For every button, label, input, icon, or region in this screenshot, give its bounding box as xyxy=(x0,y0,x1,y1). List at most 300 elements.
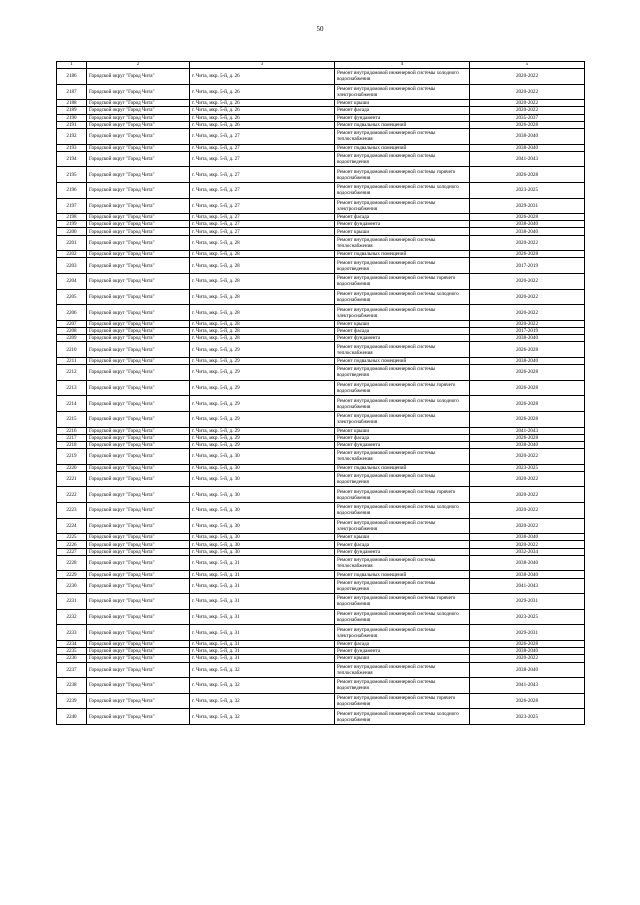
work-type-cell: Ремонт фасада xyxy=(335,541,470,548)
table-row xyxy=(57,548,585,555)
address-cell: г. Чита, мкр. 5-й, д. 28 xyxy=(190,335,335,342)
page-number: 50 xyxy=(316,25,324,33)
address-cell: г. Чита, мкр. 5-й, д. 29 xyxy=(190,427,335,434)
row-number-cell: 2221 xyxy=(57,471,87,487)
table-row xyxy=(57,214,585,221)
municipality-cell: Городской округ "Город Чита" xyxy=(87,235,190,251)
row-number-cell: 2217 xyxy=(57,434,87,441)
period-cell: 2023-2025 xyxy=(470,609,585,625)
row-number-cell: 2213 xyxy=(57,380,87,396)
period-cell: 2038-2040 xyxy=(470,335,585,342)
work-type-cell: Ремонт внутридомовой инженерной системы горячего водоснабжения xyxy=(335,380,470,396)
municipality-cell: Городской округ "Город Чита" xyxy=(87,640,190,647)
municipality-cell: Городской округ "Город Чита" xyxy=(87,144,190,151)
table-row xyxy=(57,555,585,571)
address-cell: г. Чита, мкр. 5-й, д. 31 xyxy=(190,555,335,571)
table-row xyxy=(57,121,585,128)
work-type-cell: Ремонт внутридомовой инженерной системы водоотведения xyxy=(335,678,470,694)
row-number-cell: 2223 xyxy=(57,503,87,519)
table-row xyxy=(57,648,585,655)
table-row xyxy=(57,151,585,167)
period-cell: 2038-2040 xyxy=(470,128,585,144)
row-number-cell: 2220 xyxy=(57,464,87,471)
period-cell: 2020-2022 xyxy=(470,305,585,321)
address-cell: г. Чита, мкр. 5-й, д. 26 xyxy=(190,100,335,107)
period-cell: 2026-2028 xyxy=(470,411,585,427)
work-type-cell: Ремонт внутридомовой инженерной системы водоотведения xyxy=(335,151,470,167)
work-type-cell: Ремонт фасада xyxy=(335,434,470,441)
period-cell: 2020-2022 xyxy=(470,320,585,327)
work-type-cell: Ремонт внутридомовой инженерной системы электроснабжения xyxy=(335,518,470,534)
table-row xyxy=(57,503,585,519)
table-row xyxy=(57,487,585,503)
address-cell: г. Чита, мкр. 5-й, д. 31 xyxy=(190,571,335,578)
period-cell: 2026-2028 xyxy=(470,342,585,358)
municipality-cell: Городской округ "Город Чита" xyxy=(87,464,190,471)
row-number-cell: 2198 xyxy=(57,214,87,221)
municipality-cell: Городской округ "Город Чита" xyxy=(87,471,190,487)
table-row xyxy=(57,305,585,321)
work-type-cell: Ремонт крыши xyxy=(335,320,470,327)
row-number-cell: 2237 xyxy=(57,662,87,678)
period-cell: 2020-2022 xyxy=(470,69,585,85)
municipality-cell: Городской округ "Город Чита" xyxy=(87,151,190,167)
period-cell: 2017-2019 xyxy=(470,258,585,274)
row-number-cell: 2231 xyxy=(57,594,87,610)
work-type-cell: Ремонт подвальных помещений xyxy=(335,251,470,258)
municipality-cell: Городской округ "Город Чита" xyxy=(87,365,190,381)
table-row xyxy=(57,709,585,725)
municipality-cell: Городской округ "Город Чита" xyxy=(87,228,190,235)
period-cell: 2020-2022 xyxy=(470,235,585,251)
address-cell: г. Чита, мкр. 5-й, д. 32 xyxy=(190,693,335,709)
table-row xyxy=(57,182,585,198)
period-cell: 2035-2037 xyxy=(470,114,585,121)
table-row xyxy=(57,335,585,342)
municipality-cell: Городской округ "Город Чита" xyxy=(87,320,190,327)
period-cell: 2020-2022 xyxy=(470,274,585,290)
address-cell: г. Чита, мкр. 5-й, д. 30 xyxy=(190,487,335,503)
table-row xyxy=(57,328,585,335)
table-row xyxy=(57,441,585,448)
period-cell: 2038-2040 xyxy=(470,228,585,235)
municipality-cell: Городской округ "Город Чита" xyxy=(87,487,190,503)
header-cell: 1 xyxy=(57,62,87,69)
address-cell: г. Чита, мкр. 5-й, д. 28 xyxy=(190,274,335,290)
period-cell: 2023-2025 xyxy=(470,182,585,198)
municipality-cell: Городской округ "Город Чита" xyxy=(87,503,190,519)
work-type-cell: Ремонт внутридомовой инженерной системы водоотведения xyxy=(335,471,470,487)
work-type-cell: Ремонт фасада xyxy=(335,107,470,114)
row-number-cell: 2205 xyxy=(57,289,87,305)
period-cell: 2026-2028 xyxy=(470,365,585,381)
row-number-cell: 2239 xyxy=(57,693,87,709)
period-cell: 2026-2028 xyxy=(470,396,585,412)
row-number-cell: 2206 xyxy=(57,305,87,321)
address-cell: г. Чита, мкр. 5-й, д. 26 xyxy=(190,121,335,128)
address-cell: г. Чита, мкр. 5-й, д. 30 xyxy=(190,534,335,541)
table-row xyxy=(57,693,585,709)
period-cell: 2020-2022 xyxy=(470,503,585,519)
work-type-cell: Ремонт внутридомовой инженерной системы холодного водоснабжения xyxy=(335,289,470,305)
municipality-cell: Городской округ "Город Чита" xyxy=(87,214,190,221)
address-cell: г. Чита, мкр. 5-й, д. 28 xyxy=(190,258,335,274)
municipality-cell: Городской округ "Город Чита" xyxy=(87,128,190,144)
municipality-cell: Городской округ "Город Чита" xyxy=(87,335,190,342)
period-cell: 2029-2031 xyxy=(470,198,585,214)
address-cell: г. Чита, мкр. 5-й, д. 30 xyxy=(190,449,335,465)
work-type-cell: Ремонт внутридомовой инженерной системы холодного водоснабжения xyxy=(335,503,470,519)
work-type-cell: Ремонт внутридомовой инженерной системы водоотведения xyxy=(335,365,470,381)
row-number-cell: 2235 xyxy=(57,648,87,655)
row-number-cell: 2189 xyxy=(57,107,87,114)
address-cell: г. Чита, мкр. 5-й, д. 31 xyxy=(190,648,335,655)
address-cell: г. Чита, мкр. 5-й, д. 29 xyxy=(190,365,335,381)
address-cell: г. Чита, мкр. 5-й, д. 32 xyxy=(190,662,335,678)
municipality-cell: Городской округ "Город Чита" xyxy=(87,548,190,555)
row-number-cell: 2190 xyxy=(57,114,87,121)
address-cell: г. Чита, мкр. 5-й, д. 30 xyxy=(190,464,335,471)
municipality-cell: Городской округ "Город Чита" xyxy=(87,693,190,709)
municipality-cell: Городской округ "Город Чита" xyxy=(87,251,190,258)
municipality-cell: Городской округ "Город Чита" xyxy=(87,167,190,183)
period-cell: 2026-2028 xyxy=(470,380,585,396)
row-number-cell: 2212 xyxy=(57,365,87,381)
address-cell: г. Чита, мкр. 5-й, д. 31 xyxy=(190,655,335,662)
header-cell: 5 xyxy=(470,62,585,69)
work-type-cell: Ремонт крыши xyxy=(335,427,470,434)
address-cell: г. Чита, мкр. 5-й, д. 28 xyxy=(190,328,335,335)
address-cell: г. Чита, мкр. 5-й, д. 28 xyxy=(190,289,335,305)
period-cell: 2038-2040 xyxy=(470,571,585,578)
address-cell: г. Чита, мкр. 5-й, д. 31 xyxy=(190,578,335,594)
row-number-cell: 2240 xyxy=(57,709,87,725)
table-row xyxy=(57,464,585,471)
table-body xyxy=(57,69,585,725)
work-type-cell: Ремонт внутридомовой инженерной системы горячего водоснабжения xyxy=(335,167,470,183)
table-row xyxy=(57,411,585,427)
table-row xyxy=(57,357,585,364)
period-cell: 2032-2034 xyxy=(470,548,585,555)
table-row xyxy=(57,541,585,548)
address-cell: г. Чита, мкр. 5-й, д. 31 xyxy=(190,640,335,647)
municipality-cell: Городской округ "Город Чита" xyxy=(87,655,190,662)
row-number-cell: 2230 xyxy=(57,578,87,594)
municipality-cell: Городской округ "Город Чита" xyxy=(87,357,190,364)
municipality-cell: Городской округ "Город Чита" xyxy=(87,182,190,198)
municipality-cell: Городской округ "Город Чита" xyxy=(87,594,190,610)
work-type-cell: Ремонт внутридомовой инженерной системы холодного водоснабжения xyxy=(335,609,470,625)
work-type-cell: Ремонт крыши xyxy=(335,100,470,107)
period-cell: 2038-2040 xyxy=(470,357,585,364)
municipality-cell: Городской округ "Город Чита" xyxy=(87,411,190,427)
work-type-cell: Ремонт фундамента xyxy=(335,335,470,342)
row-number-cell: 2216 xyxy=(57,427,87,434)
table-row xyxy=(57,518,585,534)
period-cell: 2038-2040 xyxy=(470,662,585,678)
table-row xyxy=(57,235,585,251)
municipality-cell: Городской округ "Город Чита" xyxy=(87,328,190,335)
period-cell: 2020-2022 xyxy=(470,100,585,107)
table-row xyxy=(57,320,585,327)
address-cell: г. Чита, мкр. 5-й, д. 29 xyxy=(190,380,335,396)
period-cell: 2038-2040 xyxy=(470,648,585,655)
municipality-cell: Городской округ "Город Чита" xyxy=(87,518,190,534)
period-cell: 2041-2043 xyxy=(470,678,585,694)
row-number-cell: 2227 xyxy=(57,548,87,555)
row-number-cell: 2215 xyxy=(57,411,87,427)
municipality-cell: Городской округ "Город Чита" xyxy=(87,342,190,358)
row-number-cell: 2238 xyxy=(57,678,87,694)
table-row xyxy=(57,396,585,412)
work-type-cell: Ремонт внутридомовой инженерной системы электроснабжения xyxy=(335,198,470,214)
work-type-cell: Ремонт фундамента xyxy=(335,114,470,121)
period-cell: 2038-2040 xyxy=(470,534,585,541)
row-number-cell: 2192 xyxy=(57,128,87,144)
address-cell: г. Чита, мкр. 5-й, д. 27 xyxy=(190,151,335,167)
work-type-cell: Ремонт крыши xyxy=(335,228,470,235)
table-row xyxy=(57,251,585,258)
row-number-cell: 2188 xyxy=(57,100,87,107)
table-row xyxy=(57,128,585,144)
work-type-cell: Ремонт подвальных помещений xyxy=(335,357,470,364)
municipality-cell: Городской округ "Город Чита" xyxy=(87,380,190,396)
period-cell: 2026-2028 xyxy=(470,640,585,647)
municipality-cell: Городской округ "Город Чита" xyxy=(87,541,190,548)
address-cell: г. Чита, мкр. 5-й, д. 27 xyxy=(190,144,335,151)
row-number-cell: 2232 xyxy=(57,609,87,625)
work-type-cell: Ремонт внутридомовой инженерной системы теплоснабжения xyxy=(335,235,470,251)
work-type-cell: Ремонт фундамента xyxy=(335,221,470,228)
address-cell: г. Чита, мкр. 5-й, д. 28 xyxy=(190,235,335,251)
table-row xyxy=(57,167,585,183)
period-cell: 2026-2028 xyxy=(470,167,585,183)
table-row xyxy=(57,534,585,541)
address-cell: г. Чита, мкр. 5-й, д. 32 xyxy=(190,709,335,725)
row-number-cell: 2187 xyxy=(57,84,87,100)
header-cell: 2 xyxy=(87,62,190,69)
row-number-cell: 2208 xyxy=(57,328,87,335)
row-number-cell: 2207 xyxy=(57,320,87,327)
municipality-cell: Городской округ "Город Чита" xyxy=(87,625,190,641)
table-row xyxy=(57,578,585,594)
table-row xyxy=(57,434,585,441)
table-row xyxy=(57,258,585,274)
row-number-cell: 2211 xyxy=(57,357,87,364)
work-type-cell: Ремонт внутридомовой инженерной системы водоотведения xyxy=(335,258,470,274)
municipality-cell: Городской округ "Город Чита" xyxy=(87,571,190,578)
row-number-cell: 2209 xyxy=(57,335,87,342)
table-row xyxy=(57,114,585,121)
municipality-cell: Городской округ "Город Чита" xyxy=(87,198,190,214)
table-row xyxy=(57,228,585,235)
table-row xyxy=(57,594,585,610)
municipality-cell: Городской округ "Город Чита" xyxy=(87,648,190,655)
table-row xyxy=(57,342,585,358)
work-type-cell: Ремонт подвальных помещений xyxy=(335,464,470,471)
period-cell: 2038-2040 xyxy=(470,441,585,448)
work-type-cell: Ремонт внутридомовой инженерной системы теплоснабжения xyxy=(335,662,470,678)
address-cell: г. Чита, мкр. 5-й, д. 29 xyxy=(190,441,335,448)
work-type-cell: Ремонт внутридомовой инженерной системы холодного водоснабжения xyxy=(335,709,470,725)
work-type-cell: Ремонт крыши xyxy=(335,655,470,662)
municipality-cell: Городской округ "Город Чита" xyxy=(87,114,190,121)
period-cell: 2038-2040 xyxy=(470,555,585,571)
municipality-cell: Городской округ "Город Чита" xyxy=(87,107,190,114)
address-cell: г. Чита, мкр. 5-й, д. 30 xyxy=(190,503,335,519)
period-cell: 2020-2022 xyxy=(470,84,585,100)
row-number-cell: 2200 xyxy=(57,228,87,235)
municipality-cell: Городской округ "Город Чита" xyxy=(87,258,190,274)
repair-schedule-table xyxy=(56,61,585,725)
municipality-cell: Городской округ "Город Чита" xyxy=(87,709,190,725)
address-cell: г. Чита, мкр. 5-й, д. 30 xyxy=(190,518,335,534)
header-cell: 4 xyxy=(335,62,470,69)
table-row xyxy=(57,571,585,578)
row-number-cell: 2218 xyxy=(57,441,87,448)
municipality-cell: Городской округ "Город Чита" xyxy=(87,100,190,107)
period-cell: 2026-2028 xyxy=(470,214,585,221)
row-number-cell: 2214 xyxy=(57,396,87,412)
work-type-cell: Ремонт внутридомовой инженерной системы теплоснабжения xyxy=(335,128,470,144)
table-row xyxy=(57,69,585,85)
municipality-cell: Городской округ "Город Чита" xyxy=(87,221,190,228)
table-row xyxy=(57,662,585,678)
work-type-cell: Ремонт внутридомовой инженерной системы электроснабжения xyxy=(335,411,470,427)
row-number-cell: 2228 xyxy=(57,555,87,571)
period-cell: 2026-2028 xyxy=(470,251,585,258)
work-type-cell: Ремонт подвальных помещений xyxy=(335,144,470,151)
address-cell: г. Чита, мкр. 5-й, д. 30 xyxy=(190,541,335,548)
work-type-cell: Ремонт фундамента xyxy=(335,648,470,655)
municipality-cell: Городской округ "Город Чита" xyxy=(87,274,190,290)
address-cell: г. Чита, мкр. 5-й, д. 30 xyxy=(190,471,335,487)
municipality-cell: Городской округ "Город Чита" xyxy=(87,69,190,85)
table-row xyxy=(57,365,585,381)
period-cell: 2026-2028 xyxy=(470,693,585,709)
period-cell: 2020-2022 xyxy=(470,518,585,534)
municipality-cell: Городской округ "Город Чита" xyxy=(87,289,190,305)
work-type-cell: Ремонт внутридомовой инженерной системы горячего водоснабжения xyxy=(335,693,470,709)
row-number-cell: 2229 xyxy=(57,571,87,578)
period-cell: 2041-2043 xyxy=(470,151,585,167)
period-cell: 2020-2022 xyxy=(470,655,585,662)
work-type-cell: Ремонт внутридомовой инженерной системы водоотведения xyxy=(335,578,470,594)
address-cell: г. Чита, мкр. 5-й, д. 28 xyxy=(190,251,335,258)
table-row xyxy=(57,380,585,396)
work-type-cell: Ремонт внутридомовой инженерной системы горячего водоснабжения xyxy=(335,487,470,503)
address-cell: г. Чита, мкр. 5-й, д. 27 xyxy=(190,167,335,183)
municipality-cell: Городской округ "Город Чита" xyxy=(87,578,190,594)
row-number-cell: 2203 xyxy=(57,258,87,274)
table-row xyxy=(57,678,585,694)
header-row xyxy=(57,62,585,69)
municipality-cell: Городской округ "Город Чита" xyxy=(87,534,190,541)
row-number-cell: 2225 xyxy=(57,534,87,541)
work-type-cell: Ремонт фундамента xyxy=(335,548,470,555)
period-cell: 2020-2022 xyxy=(470,487,585,503)
work-type-cell: Ремонт внутридомовой инженерной системы теплоснабжения xyxy=(335,449,470,465)
work-type-cell: Ремонт внутридомовой инженерной системы холодного водоснабжения xyxy=(335,69,470,85)
municipality-cell: Городской округ "Город Чита" xyxy=(87,449,190,465)
work-type-cell: Ремонт внутридомовой инженерной системы электроснабжения xyxy=(335,625,470,641)
table-row xyxy=(57,609,585,625)
work-type-cell: Ремонт фундамента xyxy=(335,441,470,448)
work-type-cell: Ремонт внутридомовой инженерной системы холодного водоснабжения xyxy=(335,396,470,412)
row-number-cell: 2196 xyxy=(57,182,87,198)
work-type-cell: Ремонт подвальных помещений xyxy=(335,121,470,128)
work-type-cell: Ремонт крыши xyxy=(335,534,470,541)
table-row xyxy=(57,625,585,641)
period-cell: 2026-2028 xyxy=(470,121,585,128)
header-cell: 3 xyxy=(190,62,335,69)
work-type-cell: Ремонт внутридомовой инженерной системы холодного водоснабжения xyxy=(335,182,470,198)
row-number-cell: 2186 xyxy=(57,69,87,85)
period-cell: 2041-2043 xyxy=(470,578,585,594)
address-cell: г. Чита, мкр. 5-й, д. 29 xyxy=(190,342,335,358)
table-row xyxy=(57,289,585,305)
work-type-cell: Ремонт фасада xyxy=(335,328,470,335)
period-cell: 2020-2022 xyxy=(470,289,585,305)
address-cell: г. Чита, мкр. 5-й, д. 28 xyxy=(190,320,335,327)
table-row xyxy=(57,221,585,228)
table-row xyxy=(57,144,585,151)
address-cell: г. Чита, мкр. 5-й, д. 26 xyxy=(190,107,335,114)
row-number-cell: 2224 xyxy=(57,518,87,534)
period-cell: 2029-2031 xyxy=(470,594,585,610)
period-cell: 2023-2025 xyxy=(470,709,585,725)
municipality-cell: Городской округ "Город Чита" xyxy=(87,121,190,128)
period-cell: 2038-2040 xyxy=(470,144,585,151)
row-number-cell: 2210 xyxy=(57,342,87,358)
row-number-cell: 2202 xyxy=(57,251,87,258)
address-cell: г. Чита, мкр. 5-й, д. 30 xyxy=(190,548,335,555)
municipality-cell: Городской округ "Город Чита" xyxy=(87,305,190,321)
municipality-cell: Городской округ "Город Чита" xyxy=(87,427,190,434)
table-row xyxy=(57,198,585,214)
municipality-cell: Городской округ "Город Чита" xyxy=(87,396,190,412)
address-cell: г. Чита, мкр. 5-й, д. 32 xyxy=(190,678,335,694)
address-cell: г. Чита, мкр. 5-й, д. 31 xyxy=(190,609,335,625)
table-row xyxy=(57,100,585,107)
work-type-cell: Ремонт фасада xyxy=(335,640,470,647)
period-cell: 2041-2043 xyxy=(470,427,585,434)
row-number-cell: 2233 xyxy=(57,625,87,641)
row-number-cell: 2204 xyxy=(57,274,87,290)
row-number-cell: 2193 xyxy=(57,144,87,151)
address-cell: г. Чита, мкр. 5-й, д. 29 xyxy=(190,357,335,364)
work-type-cell: Ремонт внутридомовой инженерной системы теплоснабжения xyxy=(335,555,470,571)
period-cell: 2020-2022 xyxy=(470,471,585,487)
table-row xyxy=(57,449,585,465)
row-number-cell: 2222 xyxy=(57,487,87,503)
table-row xyxy=(57,427,585,434)
address-cell: г. Чита, мкр. 5-й, д. 29 xyxy=(190,396,335,412)
row-number-cell: 2234 xyxy=(57,640,87,647)
municipality-cell: Городской округ "Город Чита" xyxy=(87,441,190,448)
address-cell: г. Чита, мкр. 5-й, д. 27 xyxy=(190,198,335,214)
work-type-cell: Ремонт фасада xyxy=(335,214,470,221)
row-number-cell: 2195 xyxy=(57,167,87,183)
address-cell: г. Чита, мкр. 5-й, д. 27 xyxy=(190,214,335,221)
row-number-cell: 2201 xyxy=(57,235,87,251)
row-number-cell: 2226 xyxy=(57,541,87,548)
period-cell: 2020-2022 xyxy=(470,541,585,548)
period-cell: 2020-2022 xyxy=(470,107,585,114)
row-number-cell: 2219 xyxy=(57,449,87,465)
period-cell: 2023-2025 xyxy=(470,464,585,471)
work-type-cell: Ремонт внутридомовой инженерной системы электроснабжения xyxy=(335,305,470,321)
